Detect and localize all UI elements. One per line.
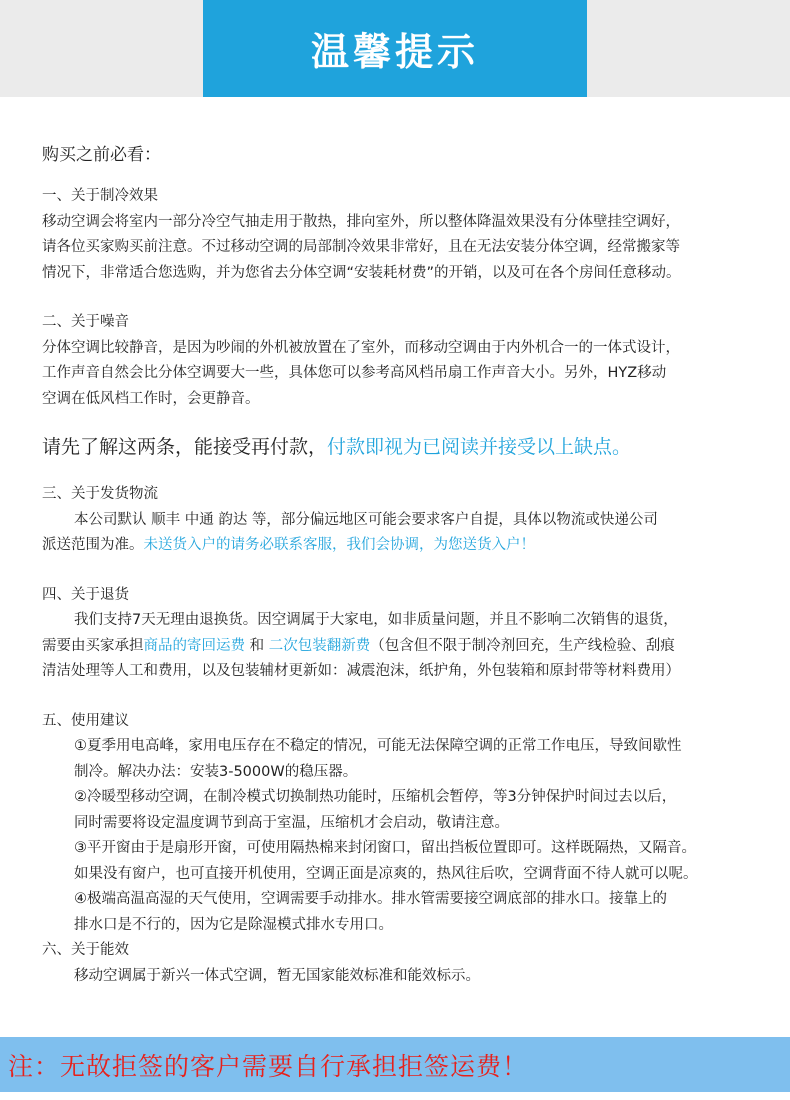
accept-notice (42, 432, 762, 462)
section-line: 空调在低风档工作时，会更静音。 (42, 390, 260, 407)
line-text: 需要由买家承担 (42, 637, 144, 654)
section-usage (42, 709, 762, 939)
usage-line: 排水口是不行的，因为它是除湿模式排水专用口。 (74, 916, 393, 933)
section-title: 一、关于制冷效果 (42, 188, 158, 204)
usage-line: 同时需要将设定温度调节到高于室温，压缩机才会启动，敬请注意。 (74, 814, 509, 831)
header-band (0, 0, 790, 97)
line-text: （包含但不限于制冷剂回充，生产线检验、刮痕 (370, 637, 675, 654)
section-line (42, 634, 762, 660)
line-text: 和 (245, 637, 269, 654)
section-line: 工作声音自然会比分体空调要大一些，具体您可以参考高风档吊扇工作声音大小。另外，HYZ移动 (42, 365, 667, 381)
usage-line: ②冷暖型移动空调，在制冷模式切换制热功能时，压缩机会暂停，等3分钟保护时间过去以后， (74, 789, 677, 805)
section-title: 五、使用建议 (42, 712, 129, 729)
page-title: 温馨提示 (310, 30, 479, 74)
section-shipping (42, 482, 762, 559)
notice-content (42, 140, 762, 989)
section-title: 二、关于噪音 (42, 314, 129, 330)
section-line (42, 533, 762, 559)
section-line: 清洁处理等人工和费用，以及包装辅材更新如：减震泡沫，纸护角，外包装箱和原封带等材料费用） (42, 663, 680, 679)
shipping-highlight: 未送货入户的请务必联系客服，我们会协调，为您送货入户！ (143, 537, 535, 553)
section-line: 我们支持7天无理由退换货。因空调属于大家电，如非质量问题，并且不影响二次销售的退货， (74, 612, 678, 628)
section-line: 情况下，非常适合您选购，并为您省去分体空调“安装耗材费”的开销，以及可在各个房间任意移动。 (42, 264, 681, 281)
footer-warning-bar (0, 1037, 790, 1092)
section-title: 六、关于能效 (42, 942, 129, 958)
section-noise (42, 310, 762, 412)
accept-text: 请先了解这两条，能接受再付款， (42, 436, 328, 458)
section-line: 分体空调比较静音，是因为吵闹的外机被放置在了室外，而移动空调由于内外机合一的一体式设计， (42, 339, 680, 356)
usage-line: 如果没有窗户，也可直接开机使用，空调正面是凉爽的，热风往后吹，空调背面不待人就可以呢。 (74, 865, 698, 882)
line-text: 派送范围为准。 (42, 537, 144, 553)
section-title: 四、关于退货 (42, 586, 129, 603)
usage-line: 制冷。解决办法：安装3-5000W的稳压器。 (74, 763, 358, 780)
section-line: 移动空调会将室内一部分冷空气抽走用于散热，排向室外，所以整体降温效果没有分体壁挂空调好， (42, 213, 680, 230)
section-energy (42, 938, 762, 989)
return-fee-highlight: 商品的寄回运费 (143, 637, 245, 654)
usage-line: ③平开窗由于是扇形开窗，可使用隔热棉来封闭窗口，留出挡板位置即可。这样既隔热，又隔音。 (74, 840, 696, 856)
section-line: 移动空调属于新兴一体式空调，暂无国家能效标准和能效标示。 (74, 967, 480, 984)
lead-text: 购买之前必看： (42, 145, 161, 165)
footer-warning-text: 注：无故拒签的客户需要自行承担拒签运费！ (8, 1051, 529, 1081)
header-banner (203, 0, 587, 97)
section-line: 本公司默认 顺丰 中通 韵达 等，部分偏远地区可能会要求客户自提，具体以物流或快递公司 (74, 511, 658, 528)
section-cooling (42, 184, 762, 286)
usage-line: ①夏季用电高峰，家用电压存在不稳定的情况，可能无法保障空调的正常工作电压，导致间歇性 (74, 738, 682, 754)
usage-line: ④极端高温高湿的天气使用，空调需要手动排水。排水管需要接空调底部的排水口。接靠上的 (74, 891, 667, 907)
accept-highlight: 付款即视为已阅读并接受以上缺点。 (327, 436, 632, 458)
section-returns (42, 583, 762, 685)
section-title: 三、关于发货物流 (42, 486, 158, 502)
repack-fee-highlight: 二次包装翻新费 (268, 637, 371, 654)
section-line: 请各位买家购买前注意。不过移动空调的局部制冷效果非常好，且在无法安装分体空调，经常搬家等 (42, 239, 680, 255)
